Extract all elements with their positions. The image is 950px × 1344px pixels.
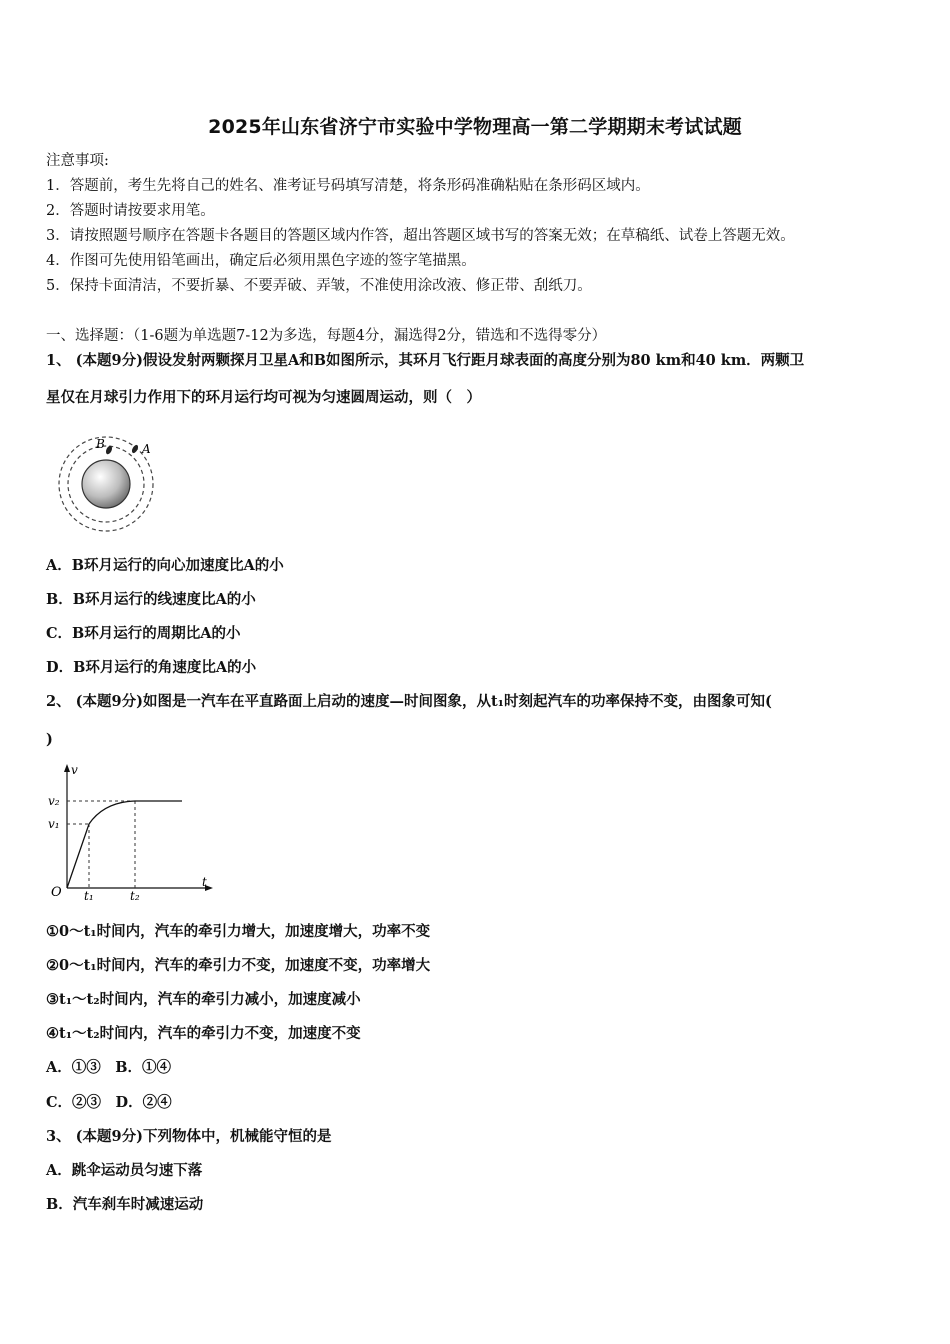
q1-option-b: B．B环月运行的线速度比A的小 (46, 591, 256, 608)
q3-stem: 3、 (本题9分)下列物体中，机械能守恒的是 (46, 1128, 332, 1145)
y-axis-arrow (64, 764, 70, 772)
q2-statement-3: ③t₁～t₂时间内，汽车的牵引力减小，加速度减小 (46, 991, 361, 1008)
notice-heading: 注意事项: (46, 153, 109, 169)
q2-stem-line2: ) (46, 731, 53, 748)
y-axis-label: v (71, 763, 78, 777)
notice-item-5: 5．保持卡面清洁，不要折暴、不要弄破、弄皱，不准使用涂改液、修正带、刮纸刀。 (46, 278, 592, 294)
origin-label: O (51, 885, 62, 900)
q2-statement-2: ②0～t₁时间内，汽车的牵引力不变，加速度不变，功率增大 (46, 957, 431, 974)
q2-options-ab: A．①③ B．①④ (46, 1059, 172, 1076)
notice-item-1: 1．答题前，考生先将自己的姓名、准考证号码填写清楚，将条形码准确粘贴在条形码区域内。 (46, 178, 650, 194)
orbit-diagram (54, 432, 158, 536)
q2-statement-1: ①0～t₁时间内，汽车的牵引力增大，加速度增大，功率不变 (46, 923, 431, 940)
v2-label: v₂ (48, 794, 60, 808)
velocity-curve (67, 801, 182, 888)
t1-label: t₁ (84, 889, 94, 902)
q1-option-d: D．B环月运行的角速度比A的小 (46, 659, 257, 676)
q2-options-cd: C．②③ D．②④ (46, 1094, 172, 1111)
v1-label: v₁ (48, 817, 60, 831)
page-title: 2025年山东省济宁市实验中学物理高一第二学期期末考试试题 (208, 116, 742, 138)
q2-stem-line1: 2、 (本题9分)如图是一汽车在平直路面上启动的速度—时间图象，从t₁时刻起汽车的功率保持不变，由图象可知( (46, 693, 772, 710)
notice-item-3: 3．请按照题号顺序在答题卡各题目的答题区域内作答，超出答题区域书写的答案无效；在草稿纸、试卷上答题无效。 (46, 228, 795, 244)
section-heading: 一、选择题：（1-6题为单选题7-12为多选，每题4分，漏选得2分，错选和不选得零分） (46, 328, 607, 344)
velocity-time-graph (46, 760, 218, 902)
moon (82, 460, 130, 508)
q3-option-a: A．跳伞运动员匀速下落 (46, 1162, 203, 1179)
notice-item-2: 2．答题时请按要求用笔。 (46, 203, 215, 219)
label-b: B (96, 437, 105, 451)
q2-statement-4: ④t₁～t₂时间内，汽车的牵引力不变，加速度不变 (46, 1025, 361, 1042)
notice-item-4: 4．作图可先使用铅笔画出，确定后必须用黑色字迹的签字笔描黑。 (46, 253, 476, 269)
q1-stem-line1: 1、 (本题9分)假设发射两颗探月卫星A和B如图所示，其环月飞行距月球表面的高度分别为80 km和40 km．两颗卫 (46, 352, 805, 369)
q3-option-b: B．汽车刹车时减速运动 (46, 1196, 204, 1213)
q1-stem-line2: 星仅在月球引力作用下的环月运行均可视为匀速圆周运动，则（ ） (46, 389, 481, 406)
t2-label: t₂ (130, 889, 140, 902)
q1-option-c: C．B环月运行的周期比A的小 (46, 625, 241, 642)
q1-option-a: A．B环月运行的向心加速度比A的小 (46, 557, 284, 574)
label-a: A (142, 442, 151, 456)
x-axis-label: t (202, 875, 207, 889)
